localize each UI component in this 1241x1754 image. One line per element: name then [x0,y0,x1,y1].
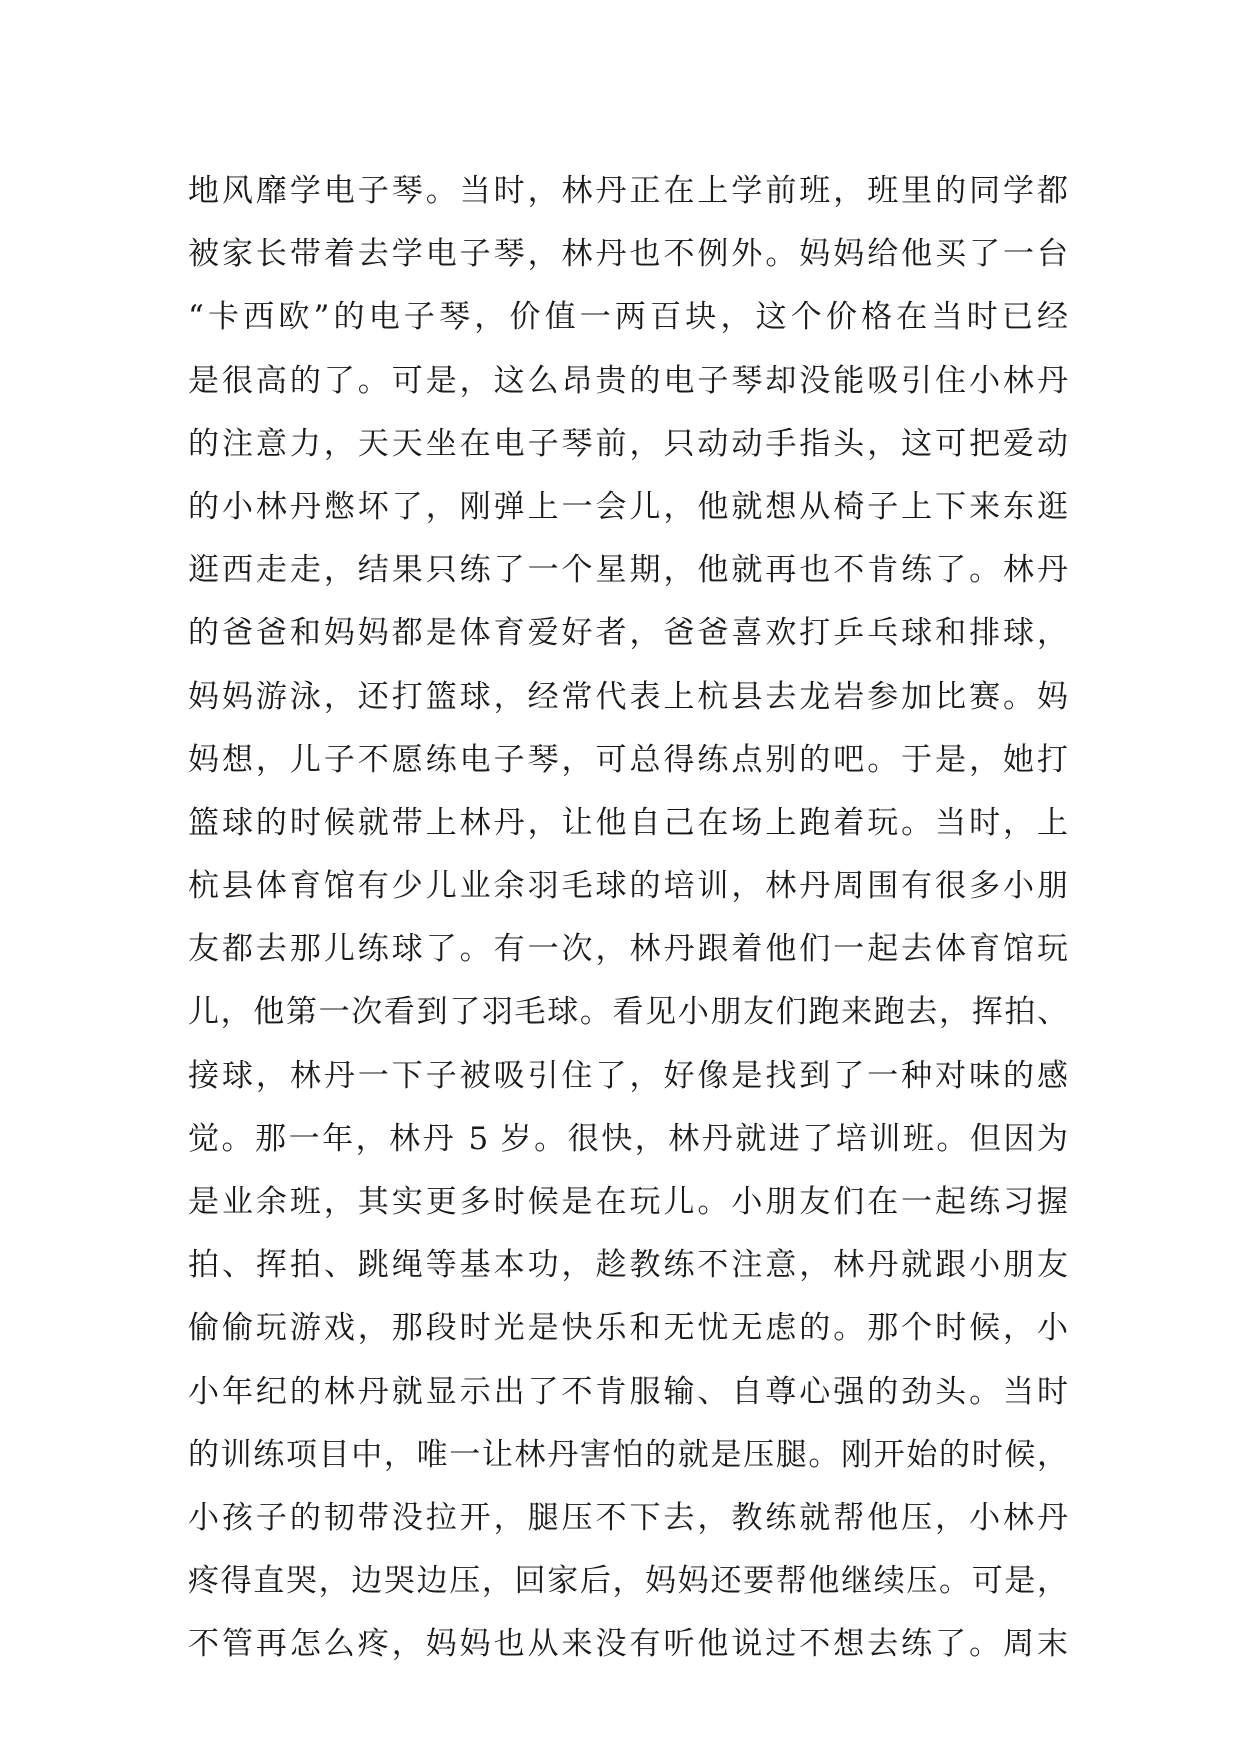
text-line: 偷偷玩游戏，那段时光是快乐和无忧无虑的。那个时候，小 [188,1310,1068,1347]
text-line: “卡西欧”的电子琴，价值一两百块，这个价格在当时已经 [188,299,1068,336]
text-line: 被家长带着去学电子琴，林丹也不例外。妈妈给他买了一台 [188,236,1068,273]
text-line: 的爸爸和妈妈都是体育爱好者，爸爸喜欢打乒乓球和排球， [188,615,1068,652]
text-line: 不管再怎么疼，妈妈也从来没有听他说过不想去练了。周末 [188,1626,1068,1663]
text-line: 妈妈游泳，还打篮球，经常代表上杭县去龙岩参加比赛。妈 [188,678,1068,715]
text-line: 篮球的时候就带上林丹，让他自己在场上跑着玩。当时，上 [188,804,1068,841]
text-line: 拍、挥拍、跳绳等基本功，趁教练不注意，林丹就跟小朋友 [188,1247,1068,1284]
text-line: 觉。那一年，林丹 5 岁。很快，林丹就进了培训班。但因为 [188,1120,1068,1157]
text-line: 是业余班，其实更多时候是在玩儿。小朋友们在一起练习握 [188,1184,1068,1220]
text-line: 的注意力，天天坐在电子琴前，只动动手指头，这可把爱动 [188,425,1068,462]
text-line: 的小林丹憋坏了，刚弹上一会儿，他就想从椅子上下来东逛 [188,488,1068,525]
text-line: 小孩子的韧带没拉开，腿压不下去，教练就帮他压，小林丹 [188,1499,1068,1536]
text-line: 的训练项目中，唯一让林丹害怕的就是压腿。刚开始的时候， [188,1436,1068,1473]
text-line: 杭县体育馆有少儿业余羽毛球的培训，林丹周围有很多小朋 [188,868,1068,905]
text-line: 逛西走走，结果只练了一个星期，他就再也不肯练了。林丹 [188,552,1068,589]
text-line: 友都去那儿练球了。有一次，林丹跟着他们一起去体育馆玩 [188,931,1068,968]
text-line: 地风靡学电子琴。当时，林丹正在上学前班，班里的同学都 [188,173,1068,209]
text-line: 是很高的了。可是，这么昂贵的电子琴却没能吸引住小林丹 [188,362,1068,399]
body-text [188,160,1068,1677]
text-line: 儿，他第一次看到了羽毛球。看见小朋友们跑来跑去，挥拍、 [188,994,1068,1031]
text-line: 妈想，儿子不愿练电子琴，可总得练点别的吧。于是，她打 [188,741,1068,778]
text-line: 小年纪的林丹就显示出了不肯服输、自尊心强的劲头。当时 [188,1373,1068,1410]
text-line: 疼得直哭，边哭边压，回家后，妈妈还要帮他继续压。可是， [188,1563,1068,1600]
text-line: 接球，林丹一下子被吸引住了，好像是找到了一种对味的感 [188,1057,1068,1094]
